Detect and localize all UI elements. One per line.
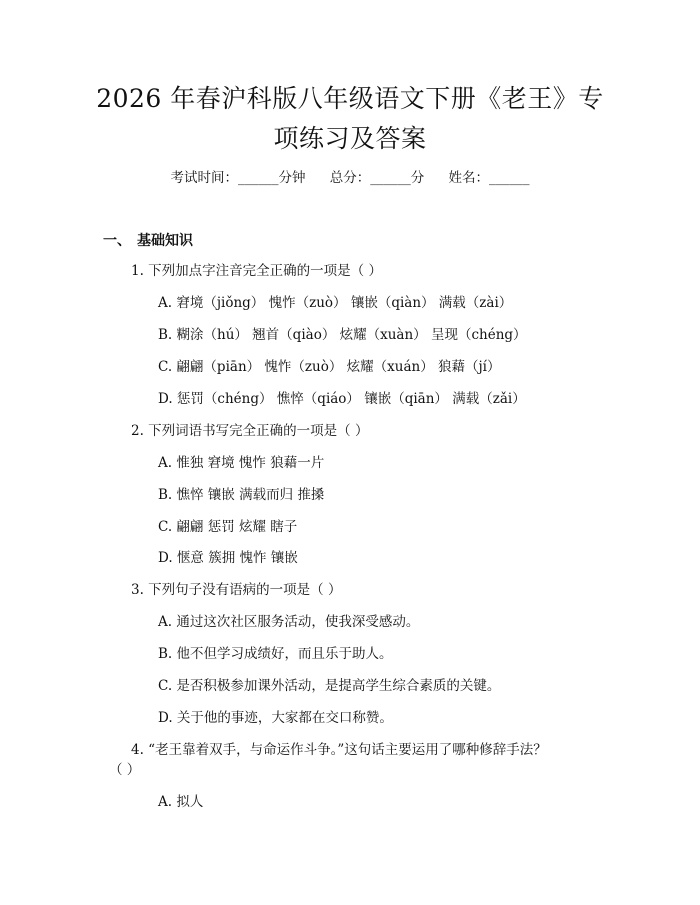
section-heading bbox=[103, 231, 193, 251]
exam-time: 考试时间：______分钟 bbox=[170, 170, 306, 186]
exam-meta bbox=[0, 169, 700, 187]
question-4-option-a: A. 拟人 bbox=[158, 794, 204, 810]
question-4-stem-line-2: （ ） bbox=[109, 762, 141, 778]
question-1-option-b: B. 糊涂（hú） 翘首（qiào） 炫耀（xuàn） 呈现（chéng） bbox=[158, 327, 527, 343]
section-number: 一、 bbox=[103, 233, 131, 249]
question-1-stem: 1. 下列加点字注音完全正确的一项是（ ） bbox=[131, 263, 382, 279]
exam-name: 姓名：______ bbox=[448, 170, 530, 186]
question-3-option-a: A. 通过这次社区服务活动，使我深受感动。 bbox=[158, 614, 420, 630]
question-2-option-a: A. 惟独 窘境 愧怍 狼藉一片 bbox=[158, 455, 325, 471]
question-3-option-b: B. 他不但学习成绩好，而且乐于助人。 bbox=[158, 646, 393, 662]
question-4-stem-line-1: 4. “老王靠着双手，与命运作斗争。”这句话主要运用了哪种修辞手法？ bbox=[131, 742, 547, 758]
question-1-option-d: D. 惩罚（chéng） 憔悴（qiáo） 镶嵌（qiān） 满载（zǎi） bbox=[158, 391, 526, 407]
exam-total-score: 总分：______分 bbox=[329, 170, 425, 186]
question-2-option-c: C. 翩翩 惩罚 炫耀 瞎子 bbox=[158, 519, 298, 535]
document-title-line-2: 项练习及答案 bbox=[273, 124, 427, 153]
question-3-option-d: D. 关于他的事迹，大家都在交口称赞。 bbox=[158, 710, 393, 726]
question-2-option-b: B. 憔悴 镶嵌 满载而归 推搡 bbox=[158, 487, 325, 503]
document-title-line-1: 2026 年春沪科版八年级语文下册《老王》专 bbox=[96, 84, 604, 113]
question-1-option-a: A. 窘境（jiǒng） 愧怍（zuò） 镶嵌（qiàn） 满载（zài） bbox=[158, 295, 513, 311]
question-2-option-d: D. 惬意 簇拥 愧怍 镶嵌 bbox=[158, 550, 298, 566]
section-title: 基础知识 bbox=[137, 233, 193, 249]
question-1-option-c: C. 翩翩（piān） 愧怍（zuò） 炫耀（xuán） 狼藉（jí） bbox=[158, 359, 501, 375]
question-2-stem: 2. 下列词语书写完全正确的一项是（ ） bbox=[131, 423, 369, 439]
question-3-option-c: C. 是否积极参加课外活动，是提高学生综合素质的关键。 bbox=[158, 678, 501, 694]
question-3-stem: 3. 下列句子没有语病的一项是（ ） bbox=[131, 582, 342, 598]
